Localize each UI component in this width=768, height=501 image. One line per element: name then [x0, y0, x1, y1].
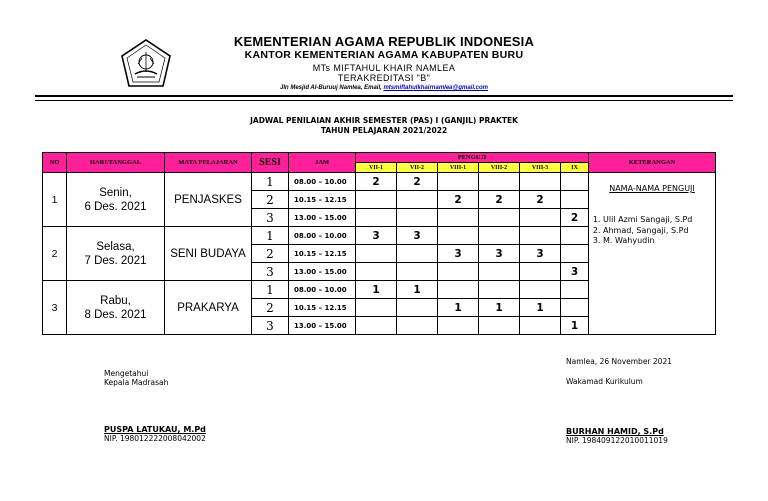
header-no: NO — [43, 153, 67, 173]
examiner-cell — [479, 227, 520, 245]
examiner-cell: 3 — [479, 245, 520, 263]
session-number: 1 — [252, 227, 289, 245]
curriculum-role: Wakamad Kurikulum — [566, 377, 643, 386]
examiner-cell: 1 — [561, 317, 589, 335]
time-cell: 13.00 – 15.00 — [289, 209, 356, 227]
date: 8 Des. 2021 — [84, 308, 147, 321]
examiner-cell — [561, 191, 589, 209]
day-name: Selasa, — [96, 240, 135, 253]
document-title: JADWAL PENILAIAN AKHIR SEMESTER (PAS) I (GANJIL) PRAKTEK — [250, 116, 518, 125]
examiner-cell — [356, 191, 397, 209]
letterhead-school: MTs MIFTAHUL KHAIR NAMLEA — [312, 63, 456, 73]
time-cell: 08.00 – 10.00 — [289, 227, 356, 245]
examiner-cell — [520, 209, 561, 227]
row-number: 3 — [43, 281, 67, 335]
examiner-cell: 2 — [520, 191, 561, 209]
time-cell: 10.15 – 12.15 — [289, 245, 356, 263]
examiner-names-note — [589, 173, 716, 335]
time-cell: 08.00 – 10.00 — [289, 281, 356, 299]
examiner-cell — [397, 209, 438, 227]
examiner-cell — [561, 227, 589, 245]
date: 7 Des. 2021 — [84, 254, 147, 267]
time-cell: 08.00 – 10.00 — [289, 173, 356, 191]
letterhead-ministry: KEMENTERIAN AGAMA REPUBLIK INDONESIA — [233, 34, 535, 49]
time-cell: 13.00 – 15.00 — [289, 317, 356, 335]
examiner-cell — [397, 191, 438, 209]
header-subject: MATA PELAJARAN — [165, 153, 252, 173]
session-number: 3 — [252, 317, 289, 335]
examiner-cell — [438, 281, 479, 299]
examiner-cell — [438, 173, 479, 191]
right-signature-block — [566, 357, 672, 445]
examiner-cell: 3 — [561, 263, 589, 281]
examiner-cell — [438, 263, 479, 281]
examiner-cell — [356, 245, 397, 263]
examiner-cell — [397, 245, 438, 263]
acknowledged-label: Mengetahui — [104, 369, 149, 378]
examiner-cell — [520, 317, 561, 335]
class-header: VIII-3 — [520, 163, 561, 173]
ministry-emblem-icon — [118, 38, 174, 90]
row-number: 1 — [43, 173, 67, 227]
session-number: 2 — [252, 191, 289, 209]
header-time: JAM — [289, 153, 356, 173]
header-examiner: PENGUJI — [356, 153, 589, 163]
examiner-cell — [479, 173, 520, 191]
session-number: 3 — [252, 263, 289, 281]
examiner-cell: 2 — [397, 173, 438, 191]
date: 6 Des. 2021 — [84, 200, 147, 213]
class-header: VII-1 — [356, 163, 397, 173]
examiner-cell — [438, 209, 479, 227]
examiner-cell — [520, 173, 561, 191]
examiner-cell — [479, 317, 520, 335]
class-header: VIII-2 — [479, 163, 520, 173]
examiner-cell — [520, 281, 561, 299]
left-signature-block — [104, 369, 206, 443]
examiner-cell — [356, 263, 397, 281]
headmaster-name: PUSPA LATUKAU, M.Pd — [104, 425, 206, 434]
examiner-cell — [520, 263, 561, 281]
session-number: 2 — [252, 299, 289, 317]
examiner-cell — [520, 227, 561, 245]
examiner-cell: 3 — [356, 227, 397, 245]
examiner-cell — [397, 299, 438, 317]
examiner-cell — [561, 281, 589, 299]
row-number: 2 — [43, 227, 67, 281]
examiner-cell: 3 — [397, 227, 438, 245]
day-date-cell — [67, 281, 165, 335]
examiner-cell — [438, 317, 479, 335]
examiner-cell: 3 — [438, 245, 479, 263]
examiner-name: 1. Ulil Azmi Sangaji, S.Pd — [603, 215, 715, 226]
day-name: Senin, — [99, 186, 132, 199]
headmaster-role: Kepala Madrasah — [104, 378, 169, 387]
letterhead-accreditation: TERAKREDITASI "B" — [337, 73, 431, 83]
header-note: KETERANGAN — [589, 153, 716, 173]
exam-schedule-table — [42, 152, 716, 335]
examiner-cell — [561, 299, 589, 317]
time-cell: 13.00 – 15.00 — [289, 263, 356, 281]
class-header: VII-2 — [397, 163, 438, 173]
examiner-name: 3. M. Wahyudin — [603, 236, 715, 247]
subject-cell: PRAKARYA — [165, 281, 252, 335]
class-header: VIII-1 — [438, 163, 479, 173]
examiner-cell: 1 — [479, 299, 520, 317]
examiner-cell: 1 — [520, 299, 561, 317]
examiner-cell: 1 — [438, 299, 479, 317]
session-number: 3 — [252, 209, 289, 227]
examiner-cell: 3 — [520, 245, 561, 263]
examiner-cell — [561, 245, 589, 263]
examiner-cell: 1 — [397, 281, 438, 299]
subject-cell: PENJASKES — [165, 173, 252, 227]
session-number: 2 — [252, 245, 289, 263]
headmaster-nip: NIP. 198012222008042002 — [104, 434, 206, 443]
examiner-cell — [561, 173, 589, 191]
curriculum-name: BURHAN HAMID, S.Pd — [566, 427, 664, 436]
examiner-cell: 2 — [438, 191, 479, 209]
examiner-cell: 2 — [356, 173, 397, 191]
address-text: Jln Mesjid Al-Buruuj Namlea, Email, — [279, 85, 382, 91]
day-name: Rabu, — [100, 294, 131, 307]
header-day-date: HARI/TANGGAL — [67, 153, 165, 173]
session-number: 1 — [252, 281, 289, 299]
examiner-cell — [479, 281, 520, 299]
examiner-names-heading: NAMA-NAMA PENGUJI — [609, 184, 695, 193]
document-subtitle: TAHUN PELAJARAN 2021/2022 — [320, 126, 448, 135]
table-row — [43, 173, 716, 191]
class-header: IX — [561, 163, 589, 173]
letterhead-rule-thin — [35, 100, 733, 101]
examiner-cell — [479, 209, 520, 227]
day-date-cell — [67, 227, 165, 281]
time-cell: 10.15 – 12.15 — [289, 299, 356, 317]
header-session: SESI — [252, 153, 289, 173]
time-cell: 10.15 – 12.15 — [289, 191, 356, 209]
letterhead-office: KANTOR KEMENTERIAN AGAMA KABUPATEN BURU — [244, 49, 524, 61]
email-link[interactable]: mtsmiftahulkhairnamlea@gmail.com — [383, 85, 489, 91]
subject-cell: SENI BUDAYA — [165, 227, 252, 281]
examiner-cell: 1 — [356, 281, 397, 299]
examiner-cell — [356, 209, 397, 227]
examiner-cell: 2 — [479, 191, 520, 209]
letterhead-rule-thick — [35, 95, 733, 97]
letterhead-address — [180, 85, 588, 91]
examiner-cell — [438, 227, 479, 245]
session-number: 1 — [252, 173, 289, 191]
examiner-cell — [397, 317, 438, 335]
curriculum-nip: NIP. 198409122010011019 — [566, 436, 668, 445]
examiner-cell — [397, 263, 438, 281]
place-date: Namlea, 26 November 2021 — [566, 357, 672, 366]
examiner-cell — [479, 263, 520, 281]
examiner-cell — [356, 299, 397, 317]
examiner-cell — [356, 317, 397, 335]
day-date-cell — [67, 173, 165, 227]
examiner-name: 2. Ahmad, Sangaji, S.Pd — [603, 226, 715, 237]
examiner-cell: 2 — [561, 209, 589, 227]
